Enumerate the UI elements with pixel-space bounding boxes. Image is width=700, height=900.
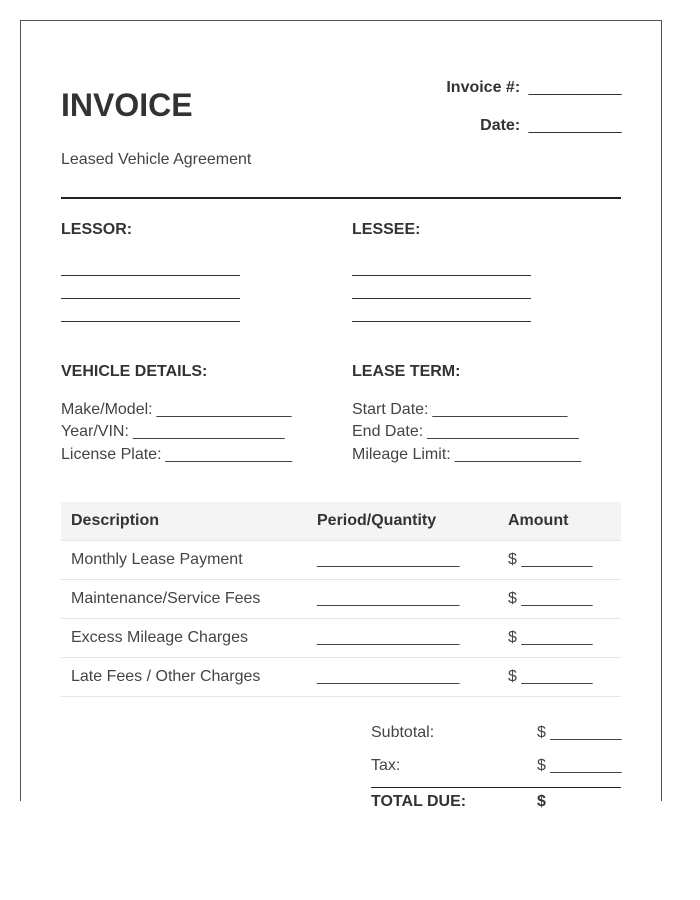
lessor-label: LESSOR: — [61, 221, 133, 238]
vehicle-license-plate-field — [61, 446, 292, 464]
row-period-blank: ________________ — [307, 619, 498, 658]
subtotal-blank: $ ________ — [537, 724, 622, 741]
field-blank: _______________ — [165, 446, 292, 463]
row-description: Late Fees / Other Charges — [61, 658, 307, 697]
lessee-line — [352, 298, 531, 299]
row-period-blank: ________________ — [307, 580, 498, 619]
field-blank: ________________ — [432, 401, 567, 418]
tax-blank: $ ________ — [537, 757, 622, 774]
invoice-subtitle: Leased Vehicle Agreement — [61, 151, 252, 168]
column-header-amount: Amount — [498, 502, 621, 541]
invoice-number-label: Invoice #: — [446, 79, 521, 96]
lessee-label: LESSEE: — [352, 221, 421, 238]
lease-term-label: LEASE TERM: — [352, 363, 461, 380]
vehicle-make-model-field — [61, 401, 291, 419]
row-amount-blank: $ ________ — [498, 658, 621, 697]
lease-start-date-field — [352, 401, 567, 419]
table-row — [61, 541, 621, 580]
row-description: Maintenance/Service Fees — [61, 580, 307, 619]
lessor-line — [61, 321, 240, 322]
field-label: Year/VIN: — [61, 423, 129, 440]
invoice-date-blank: ___________ — [528, 117, 621, 134]
field-blank: ________________ — [156, 401, 291, 418]
field-label: License Plate: — [61, 446, 162, 463]
totals-divider — [371, 787, 621, 788]
charges-table — [61, 502, 621, 697]
header-divider — [61, 197, 621, 199]
field-blank: __________________ — [427, 423, 579, 440]
vehicle-details-label: VEHICLE DETAILS: — [61, 363, 208, 380]
lessor-line — [61, 275, 240, 276]
row-description: Excess Mileage Charges — [61, 619, 307, 658]
field-label: Make/Model: — [61, 401, 153, 418]
field-label: Mileage Limit: — [352, 446, 451, 463]
column-header-description: Description — [61, 502, 307, 541]
row-period-blank: ________________ — [307, 658, 498, 697]
row-amount-blank: $ ________ — [498, 619, 621, 658]
row-amount-blank: $ ________ — [498, 541, 621, 580]
vehicle-year-vin-field — [61, 423, 284, 441]
lessee-line — [352, 321, 531, 322]
field-label: Start Date: — [352, 401, 429, 418]
row-description: Monthly Lease Payment — [61, 541, 307, 580]
invoice-date-row — [480, 117, 621, 135]
invoice-date-label: Date: — [480, 117, 521, 134]
field-blank: _______________ — [454, 446, 581, 463]
row-amount-blank: $ ________ — [498, 580, 621, 619]
total-due-blank: $ — [537, 793, 546, 810]
subtotal-label: Subtotal: — [371, 724, 435, 741]
invoice-title: INVOICE — [61, 87, 193, 123]
field-label: End Date: — [352, 423, 424, 440]
lease-mileage-limit-field — [352, 446, 581, 464]
total-due-label: TOTAL DUE: — [371, 793, 467, 810]
table-header-row — [61, 502, 621, 541]
invoice-sheet — [20, 20, 662, 810]
tax-label: Tax: — [371, 757, 401, 774]
invoice-number-row — [446, 79, 621, 97]
lessee-line — [352, 275, 531, 276]
table-row — [61, 658, 621, 697]
row-period-blank: ________________ — [307, 541, 498, 580]
column-header-period: Period/Quantity — [307, 502, 498, 541]
invoice-number-blank: ___________ — [528, 79, 621, 96]
table-row — [61, 580, 621, 619]
table-row — [61, 619, 621, 658]
lease-end-date-field — [352, 423, 578, 441]
lessor-line — [61, 298, 240, 299]
field-blank: __________________ — [132, 423, 285, 440]
